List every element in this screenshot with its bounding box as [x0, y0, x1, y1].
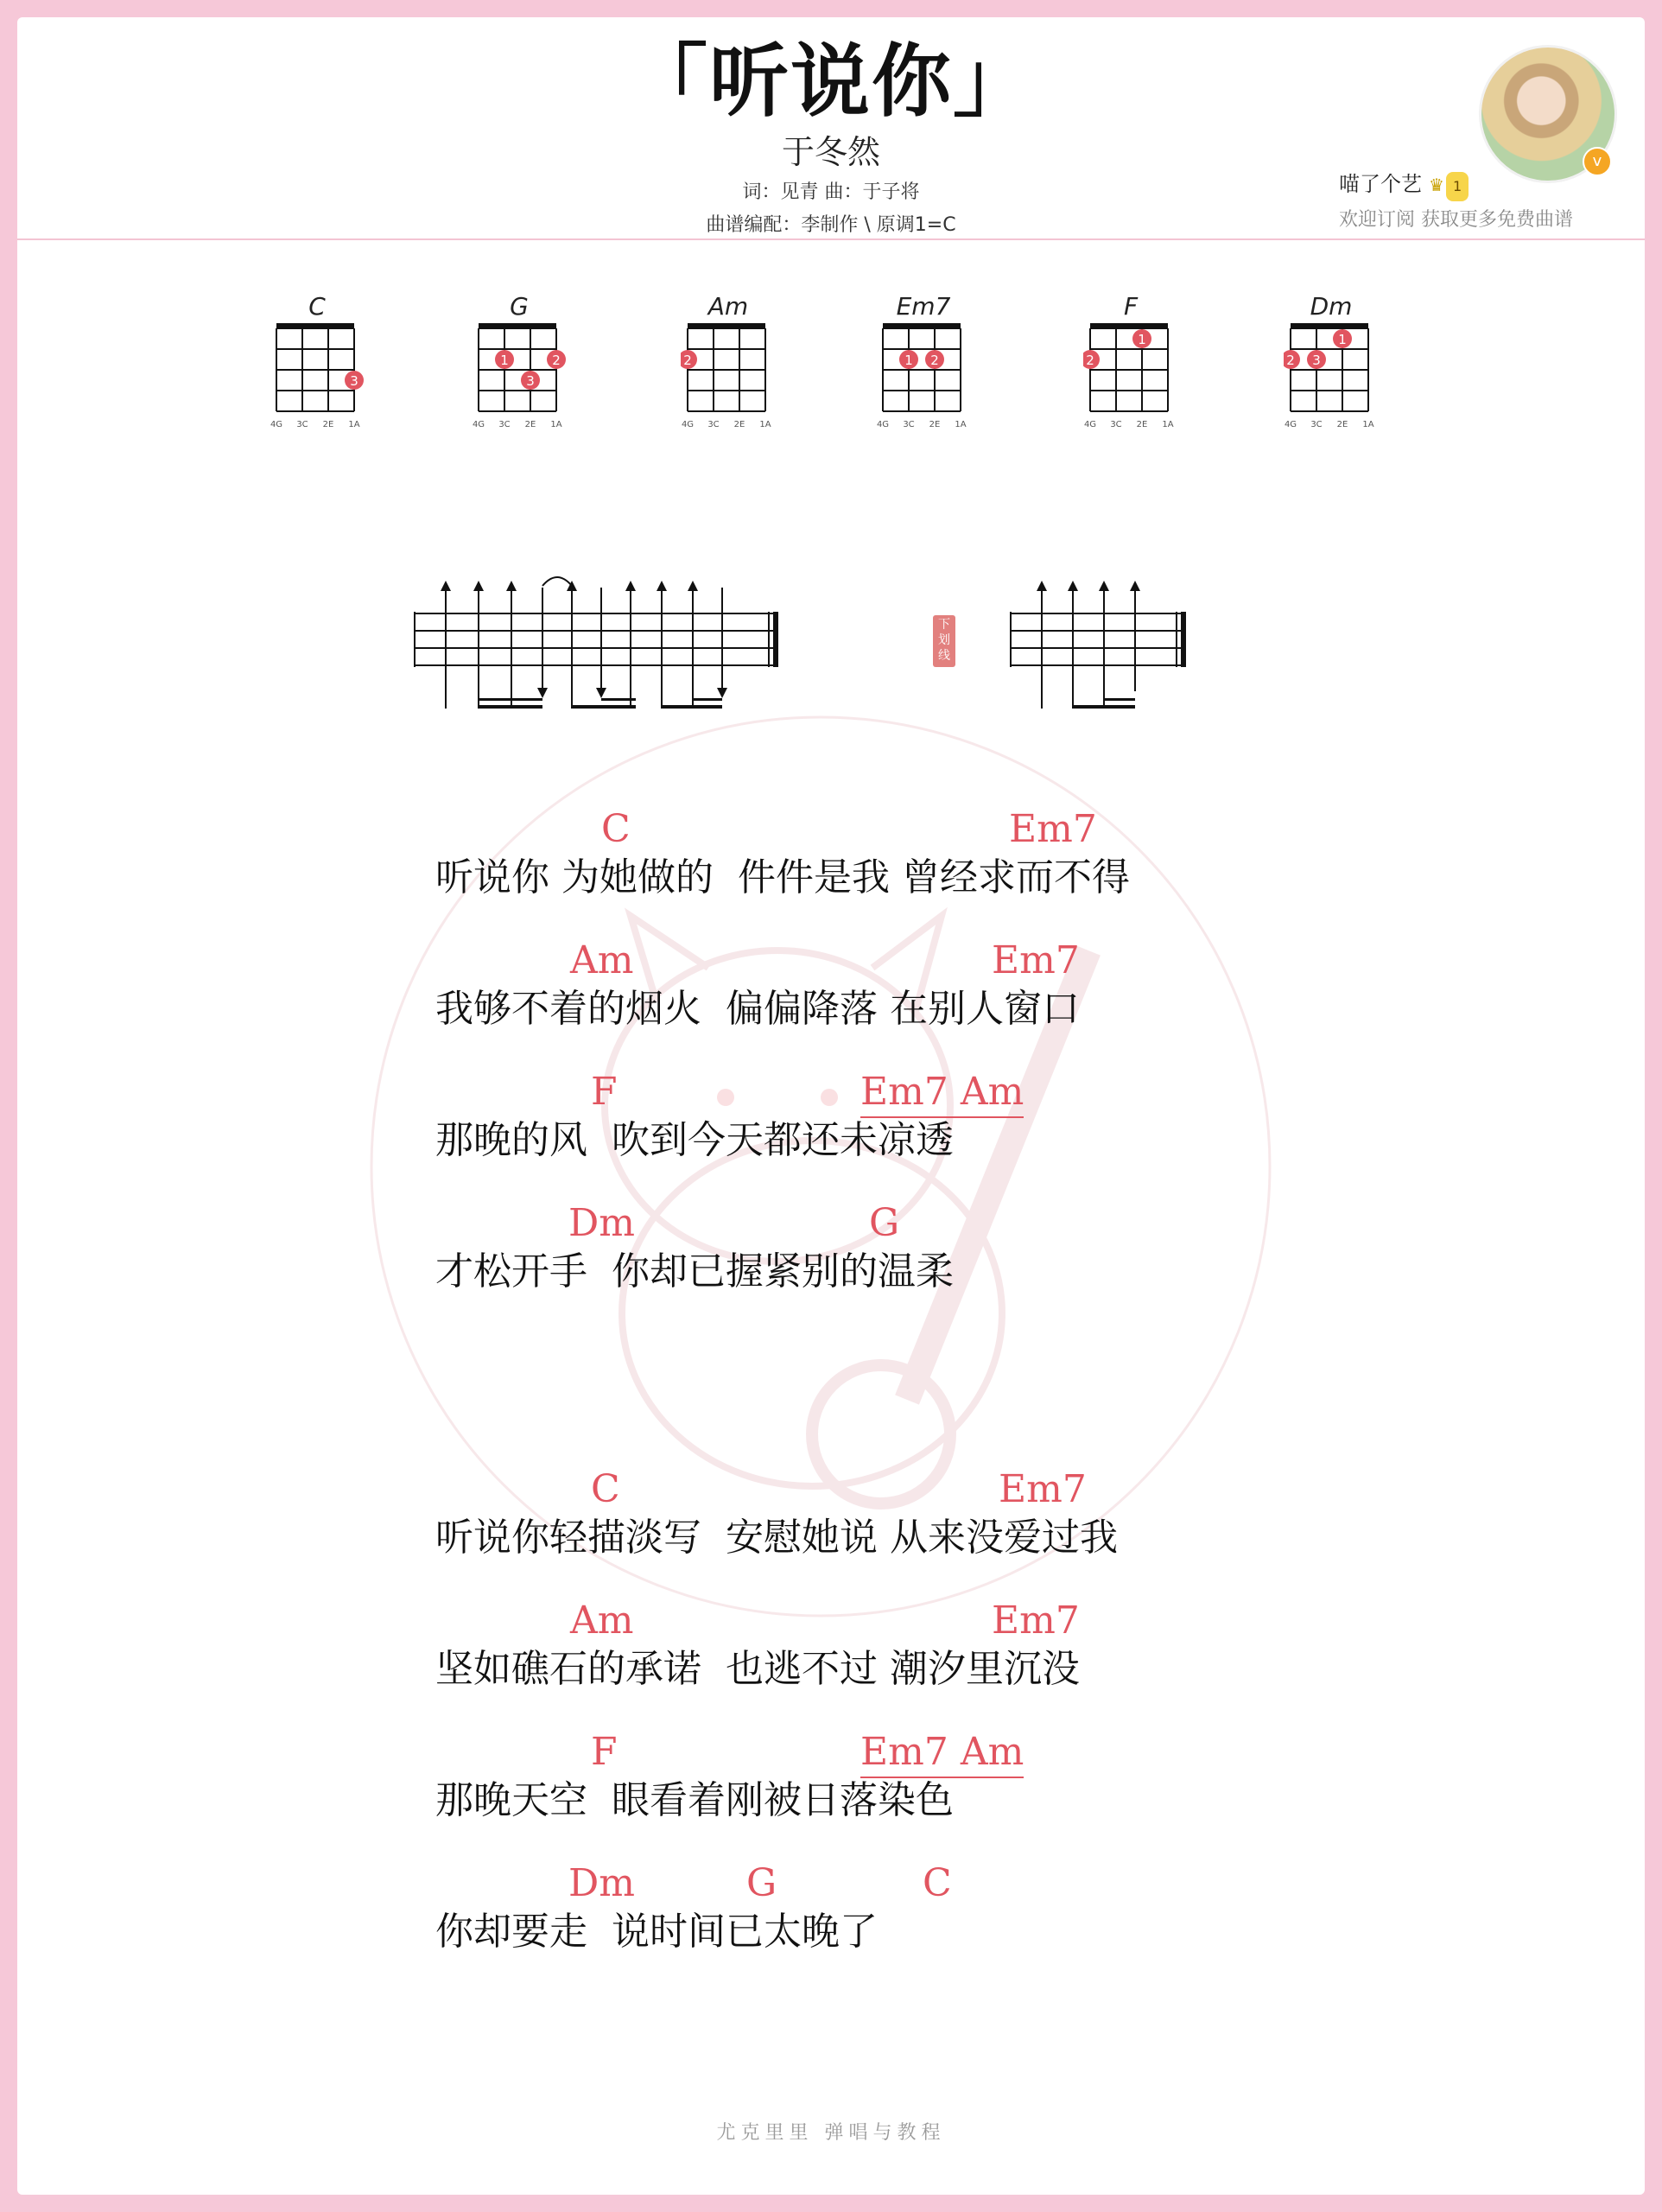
lyric-text: 听说你轻描淡写 安慰她说 从来没爱过我: [435, 1516, 1118, 1560]
string-label: 4G: [1284, 420, 1297, 429]
string-label: 1A: [550, 420, 562, 429]
chord-row: [435, 1597, 1299, 1645]
song-credits: 词：见青 曲：于子将: [742, 181, 920, 203]
chord-label: Em7: [1009, 807, 1097, 851]
chord-label: Em7: [992, 1599, 1080, 1643]
lyric-text: 听说你 为她做的 件件是我 曾经求而不得: [435, 855, 1130, 899]
finger-number: 3: [526, 373, 535, 389]
chord-diagram-name: G: [510, 292, 529, 321]
lyric-text: 才松开手 你却已握紧别的温柔: [435, 1249, 954, 1294]
footer-text: 尤克里里 弹唱与教程: [716, 2122, 946, 2144]
lyric-line: [435, 1465, 1299, 1578]
lyric-text: 坚如礁石的承诺 也逃不过 潮汐里沉没: [435, 1647, 1080, 1691]
string-label: 1A: [1362, 420, 1374, 429]
chord-label: Em7: [999, 1467, 1087, 1511]
finger-number: 1: [904, 353, 913, 368]
chord-label: Em7: [992, 938, 1080, 982]
lyric-line: [435, 805, 1299, 918]
chord-label: C: [923, 1861, 952, 1905]
lyric-text: 那晚天空 眼看着刚被日落染色: [435, 1778, 954, 1822]
chord-label: F: [591, 1730, 618, 1774]
string-label: 1A: [1162, 420, 1174, 429]
chord-row: [435, 805, 1299, 854]
author-subtitle: 欢迎订阅 获取更多免费曲谱: [1339, 209, 1573, 231]
lyric-line: [435, 1068, 1299, 1180]
finger-number: 2: [930, 353, 939, 368]
finger-number: 3: [350, 373, 358, 389]
artist-name: 于冬然: [781, 133, 880, 171]
finger-number: 2: [1086, 353, 1094, 368]
chord-row: [435, 1068, 1299, 1116]
string-label: 3C: [903, 420, 915, 429]
chord-label: Dm: [568, 1861, 635, 1905]
string-label: 4G: [1083, 420, 1097, 429]
chord-label: G: [869, 1201, 900, 1245]
chord-diagram-name: Dm: [1310, 292, 1353, 321]
lyric-line: [435, 1597, 1299, 1709]
string-label: 1A: [955, 420, 967, 429]
finger-number: 1: [500, 353, 509, 368]
chord-diagram-name: F: [1123, 292, 1139, 321]
string-label: 1A: [759, 420, 771, 429]
underline-tag: 下划线: [933, 615, 955, 667]
string-label: 2E: [929, 420, 941, 429]
string-label: 3C: [707, 420, 720, 429]
chord-row: [435, 1199, 1299, 1248]
string-label: 4G: [681, 420, 695, 429]
finger-number: 3: [1312, 353, 1321, 368]
level-badge: 1: [1446, 172, 1469, 201]
chord-label: Em7 Am: [860, 1728, 1024, 1778]
string-label: 2E: [1336, 420, 1348, 429]
lyric-line: [435, 1859, 1299, 1972]
chord-label: Dm: [568, 1201, 635, 1245]
chord-row: [435, 1859, 1299, 1908]
chord-label: G: [746, 1861, 777, 1905]
string-label: 3C: [498, 420, 511, 429]
string-label: 4G: [876, 420, 890, 429]
chord-row: [435, 937, 1299, 985]
string-label: 3C: [1110, 420, 1122, 429]
string-label: 1A: [348, 420, 360, 429]
chord-row: [435, 1465, 1299, 1514]
chord-diagram-name: Em7: [896, 292, 951, 321]
string-label: 2E: [1136, 420, 1148, 429]
lyric-line: [435, 937, 1299, 1049]
string-label: 3C: [296, 420, 308, 429]
chord-label: C: [591, 1467, 620, 1511]
chord-label: Am: [570, 1599, 634, 1643]
chord-label: Am: [570, 938, 634, 982]
chord-label: Em7 Am: [860, 1068, 1024, 1118]
lyric-text: 那晚的风 吹到今天都还未凉透: [435, 1118, 954, 1162]
chord-row: [435, 1728, 1299, 1777]
finger-number: 1: [1138, 332, 1146, 347]
string-label: 2E: [733, 420, 745, 429]
lyric-text: 你却要走 说时间已太晚了: [435, 1910, 878, 1954]
finger-number: 2: [1286, 353, 1295, 368]
string-label: 4G: [270, 420, 283, 429]
string-label: 2E: [322, 420, 334, 429]
author-name-text: 喵了个艺: [1339, 172, 1422, 196]
string-label: 2E: [524, 420, 536, 429]
string-label: 3C: [1310, 420, 1323, 429]
chord-diagram-name: C: [308, 292, 326, 321]
lyric-line: [435, 1728, 1299, 1840]
lyrics-section: [17, 17, 1645, 2195]
arranger-info: 曲谱编配：李制作 \ 原调1=C: [706, 214, 956, 236]
finger-number: 1: [1338, 332, 1347, 347]
finger-number: 2: [552, 353, 561, 368]
string-label: 4G: [472, 420, 485, 429]
finger-number: 2: [683, 353, 692, 368]
song-title: 「听说你」: [627, 35, 1034, 128]
chord-label: F: [591, 1070, 618, 1114]
verified-badge-icon: v: [1583, 147, 1612, 176]
lyric-line: [435, 1199, 1299, 1312]
chord-diagram-name: Am: [707, 292, 749, 321]
chord-label: C: [601, 807, 631, 851]
music-sheet: [17, 17, 1645, 2195]
crown-icon: ♛: [1429, 175, 1444, 195]
lyric-text: 我够不着的烟火 偏偏降落 在别人窗口: [435, 987, 1080, 1031]
